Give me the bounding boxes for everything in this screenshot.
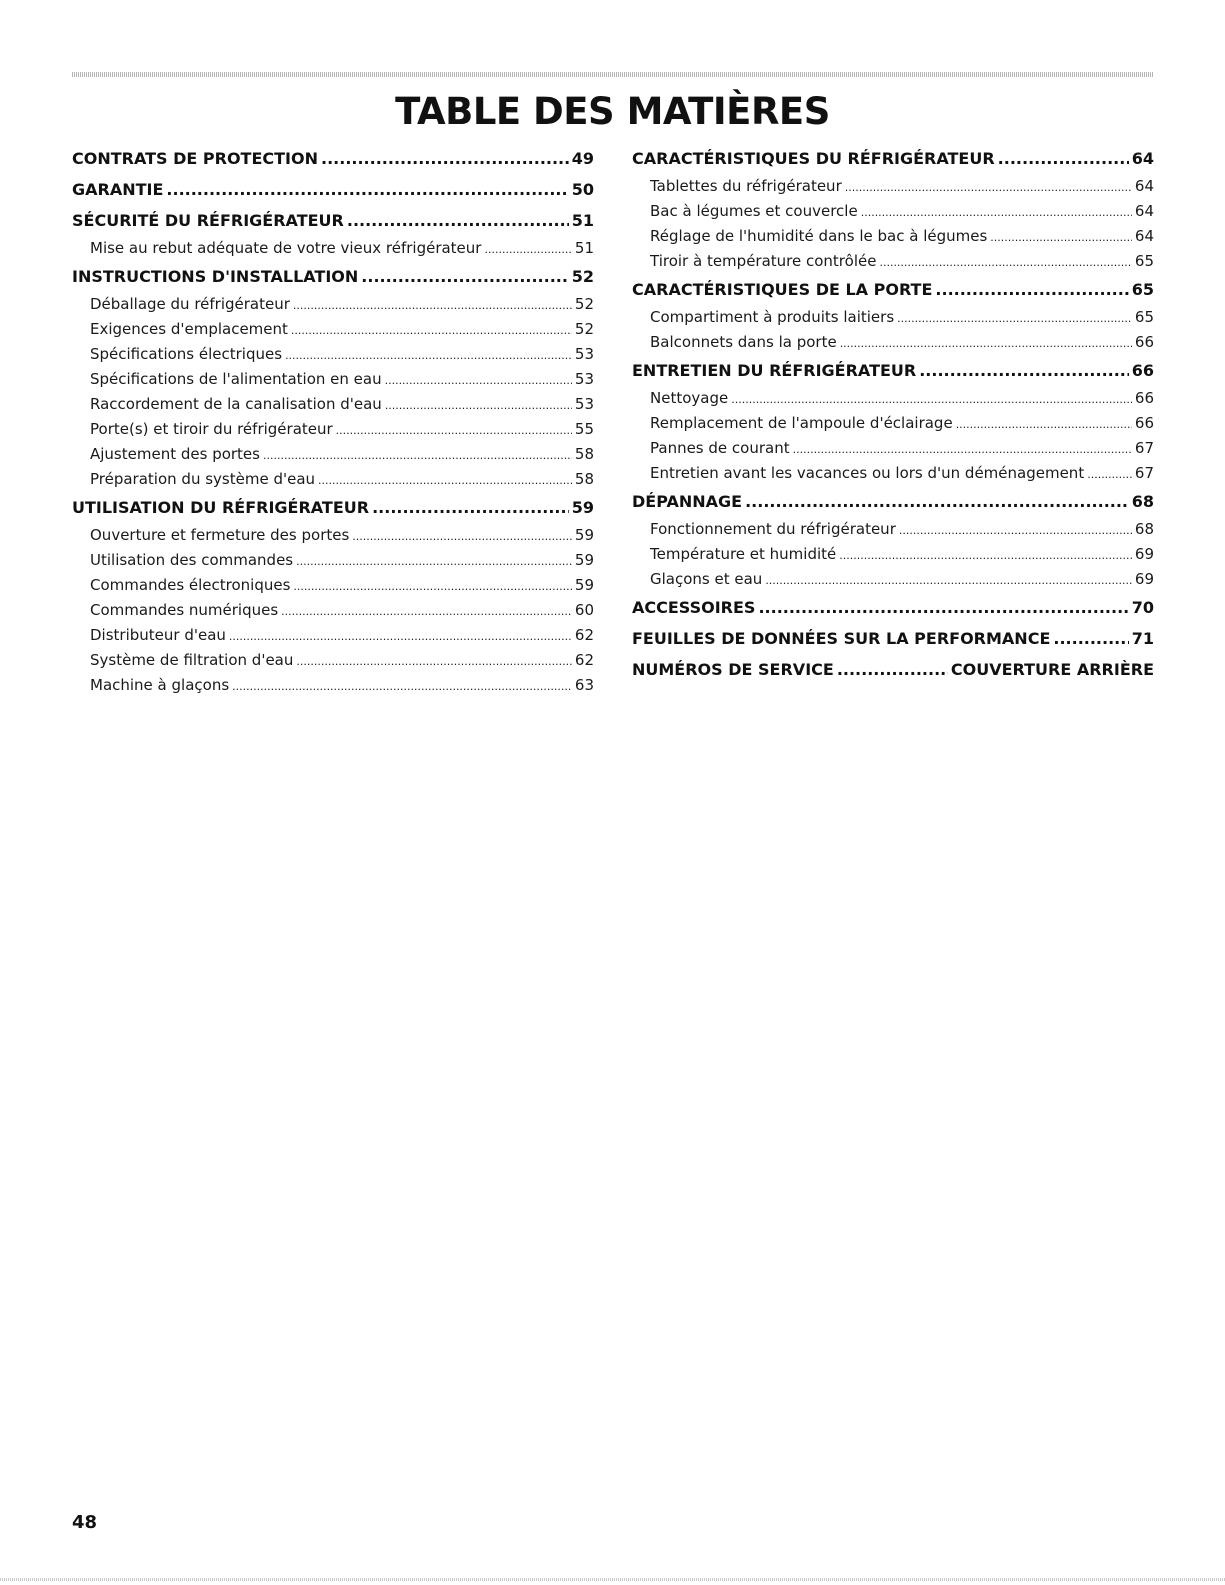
toc-subsection-entry: [632, 542, 1154, 567]
toc-section-entry: [72, 174, 594, 205]
toc-subsection-entry: [72, 342, 594, 367]
toc-entry-label: Raccordement de la canalisation d'eau: [90, 395, 382, 413]
toc-left-column: [72, 143, 594, 698]
toc-subsection-entry: [72, 548, 594, 573]
toc-subsection-entry: [72, 292, 594, 317]
toc-entry-page: COUVERTURE ARRIÈRE: [950, 660, 1154, 679]
toc-entry-page: 58: [574, 445, 594, 463]
dot-leader: [793, 436, 1132, 461]
toc-entry-label: SÉCURITÉ DU RÉFRIGÉRATEUR: [72, 211, 344, 230]
toc-entry-page: 50: [571, 180, 594, 199]
toc-entry-label: Mise au rebut adéquate de votre vieux réfrigérateur: [90, 239, 482, 257]
toc-entry-label: Spécifications électriques: [90, 345, 283, 363]
toc-entry-page: 53: [574, 395, 594, 413]
page-title: TABLE DES MATIÈRES: [395, 90, 830, 133]
toc-entry-label: GARANTIE: [72, 180, 164, 199]
dot-leader: [347, 205, 569, 236]
toc-subsection-entry: [632, 436, 1154, 461]
dot-leader: [897, 305, 1132, 330]
toc-subsection-entry: [72, 673, 594, 698]
toc-entry-page: 53: [574, 345, 594, 363]
toc-entry-page: 59: [574, 576, 594, 594]
dot-leader: [837, 654, 948, 685]
dot-leader: [229, 623, 572, 648]
dot-leader: [293, 292, 572, 317]
toc-subsection-entry: [72, 442, 594, 467]
toc-entry-label: Exigences d'emplacement: [90, 320, 288, 338]
dot-leader: [336, 417, 572, 442]
toc-subsection-entry: [72, 573, 594, 598]
toc-subsection-entry: [632, 411, 1154, 436]
dot-leader: [352, 523, 572, 548]
dot-leader: [935, 274, 1128, 305]
toc-entry-label: INSTRUCTIONS D'INSTALLATION: [72, 267, 359, 286]
toc-section-entry: [632, 355, 1154, 386]
toc-subsection-entry: [632, 330, 1154, 355]
toc-entry-page: 59: [574, 526, 594, 544]
toc-entry-page: 51: [574, 239, 594, 257]
dot-leader: [166, 174, 568, 205]
dot-leader: [281, 598, 572, 623]
dot-leader: [765, 567, 1132, 592]
toc-subsection-entry: [632, 461, 1154, 486]
toc-entry-page: 51: [571, 211, 594, 230]
toc-section-entry: [72, 492, 594, 523]
toc-entry-label: Entretien avant les vacances ou lors d'un déménagement: [650, 464, 1085, 482]
toc-entry-label: Tablettes du réfrigérateur: [650, 177, 842, 195]
toc-section-entry: [72, 205, 594, 236]
dot-leader: [296, 548, 572, 573]
toc-subsection-entry: [72, 417, 594, 442]
toc-entry-label: DÉPANNAGE: [632, 492, 743, 511]
dot-leader: [372, 492, 569, 523]
toc-entry-page: 52: [571, 267, 594, 286]
toc-entry-page: 69: [1134, 545, 1154, 563]
toc-entry-label: Commandes électroniques: [90, 576, 291, 594]
toc-entry-page: 59: [571, 498, 594, 517]
dot-leader: [484, 236, 571, 261]
bottom-decorative-rule: [0, 1578, 1225, 1581]
dot-leader: [285, 342, 572, 367]
toc-entry-label: Tiroir à température contrôlée: [650, 252, 877, 270]
toc-entry-page: 62: [574, 651, 594, 669]
toc-subsection-entry: [72, 236, 594, 261]
dot-leader: [899, 517, 1132, 542]
dot-leader: [879, 249, 1131, 274]
dot-leader: [385, 392, 572, 417]
toc-entry-page: 66: [1131, 361, 1154, 380]
dot-leader: [956, 411, 1132, 436]
dot-leader: [296, 648, 572, 673]
top-decorative-rule: [72, 72, 1154, 77]
toc-entry-page: 67: [1134, 464, 1154, 482]
toc-entry-label: Préparation du système d'eau: [90, 470, 316, 488]
toc-subsection-entry: [632, 386, 1154, 411]
dot-leader: [361, 261, 568, 292]
toc-entry-page: 53: [574, 370, 594, 388]
toc-entry-label: CARACTÉRISTIQUES DE LA PORTE: [632, 280, 933, 299]
toc-subsection-entry: [72, 392, 594, 417]
toc-subsection-entry: [632, 517, 1154, 542]
toc-entry-label: Commandes numériques: [90, 601, 279, 619]
dot-leader: [263, 442, 572, 467]
toc-section-entry: [632, 274, 1154, 305]
toc-subsection-entry: [632, 199, 1154, 224]
toc-entry-page: 65: [1134, 308, 1154, 326]
toc-entry-page: 64: [1134, 177, 1154, 195]
toc-section-entry: [632, 654, 1154, 685]
toc-entry-label: Balconnets dans la porte: [650, 333, 837, 351]
toc-entry-page: 60: [574, 601, 594, 619]
toc-entry-page: 59: [574, 551, 594, 569]
toc-entry-page: 66: [1134, 333, 1154, 351]
toc-entry-page: 52: [574, 295, 594, 313]
toc-subsection-entry: [72, 598, 594, 623]
dot-leader: [385, 367, 572, 392]
toc-entry-label: Pannes de courant: [650, 439, 790, 457]
toc-entry-page: 71: [1131, 629, 1154, 648]
toc-right-column: [632, 143, 1154, 685]
toc-entry-label: Compartiment à produits laitiers: [650, 308, 895, 326]
toc-entry-label: Système de filtration d'eau: [90, 651, 294, 669]
toc-entry-page: 58: [574, 470, 594, 488]
toc-subsection-entry: [632, 305, 1154, 330]
toc-entry-label: Nettoyage: [650, 389, 729, 407]
dot-leader: [990, 224, 1132, 249]
dot-leader: [731, 386, 1132, 411]
toc-entry-label: Spécifications de l'alimentation en eau: [90, 370, 382, 388]
toc-entry-page: 70: [1131, 598, 1154, 617]
toc-subsection-entry: [72, 623, 594, 648]
toc-subsection-entry: [632, 249, 1154, 274]
toc-entry-page: 69: [1134, 570, 1154, 588]
toc-entry-label: Température et humidité: [650, 545, 837, 563]
toc-subsection-entry: [632, 224, 1154, 249]
toc-entry-page: 55: [574, 420, 594, 438]
toc-subsection-entry: [72, 367, 594, 392]
toc-entry-page: 65: [1134, 252, 1154, 270]
toc-entry-label: Réglage de l'humidité dans le bac à légumes: [650, 227, 988, 245]
toc-subsection-entry: [632, 567, 1154, 592]
toc-entry-label: Glaçons et eau: [650, 570, 763, 588]
toc-entry-label: Bac à légumes et couvercle: [650, 202, 858, 220]
toc-section-entry: [632, 143, 1154, 174]
dot-leader: [293, 573, 571, 598]
toc-entry-label: Ajustement des portes: [90, 445, 260, 463]
toc-entry-page: 49: [571, 149, 594, 168]
toc-entry-label: FEUILLES DE DONNÉES SUR LA PERFORMANCE: [632, 629, 1051, 648]
dot-leader: [318, 467, 572, 492]
toc-entry-label: UTILISATION DU RÉFRIGÉRATEUR: [72, 498, 370, 517]
dot-leader: [232, 673, 572, 698]
toc-entry-page: 52: [574, 320, 594, 338]
toc-entry-page: 67: [1134, 439, 1154, 457]
dot-leader: [840, 330, 1132, 355]
toc-entry-label: NUMÉROS DE SERVICE: [632, 660, 834, 679]
toc-entry-label: CARACTÉRISTIQUES DU RÉFRIGÉRATEUR: [632, 149, 995, 168]
dot-leader: [998, 143, 1129, 174]
page-number: 48: [72, 1512, 98, 1533]
toc-entry-page: 63: [574, 676, 594, 694]
toc-entry-page: 68: [1134, 520, 1154, 538]
toc-entry-label: ACCESSOIRES: [632, 598, 756, 617]
toc-subsection-entry: [632, 174, 1154, 199]
dot-leader: [839, 542, 1132, 567]
toc-section-entry: [632, 486, 1154, 517]
toc-subsection-entry: [72, 467, 594, 492]
toc-entry-page: 68: [1131, 492, 1154, 511]
dot-leader: [745, 486, 1129, 517]
dot-leader: [321, 143, 569, 174]
toc-entry-label: Distributeur d'eau: [90, 626, 226, 644]
toc-section-entry: [632, 592, 1154, 623]
toc-entry-label: ENTRETIEN DU RÉFRIGÉRATEUR: [632, 361, 917, 380]
toc-entry-label: Remplacement de l'ampoule d'éclairage: [650, 414, 953, 432]
dot-leader: [1053, 623, 1128, 654]
dot-leader: [861, 199, 1132, 224]
toc-entry-label: Porte(s) et tiroir du réfrigérateur: [90, 420, 333, 438]
toc-entry-page: 65: [1131, 280, 1154, 299]
toc-entry-label: Déballage du réfrigérateur: [90, 295, 290, 313]
toc-subsection-entry: [72, 523, 594, 548]
dot-leader: [758, 592, 1128, 623]
toc-entry-page: 66: [1134, 414, 1154, 432]
toc-section-entry: [72, 143, 594, 174]
toc-entry-label: Ouverture et fermeture des portes: [90, 526, 350, 544]
toc-entry-label: Fonctionnement du réfrigérateur: [650, 520, 896, 538]
toc-subsection-entry: [72, 648, 594, 673]
dot-leader: [845, 174, 1132, 199]
dot-leader: [1087, 461, 1132, 486]
toc-entry-page: 62: [574, 626, 594, 644]
toc-entry-label: Machine à glaçons: [90, 676, 230, 694]
toc-entry-page: 64: [1134, 202, 1154, 220]
toc-entry-page: 66: [1134, 389, 1154, 407]
toc-entry-page: 64: [1134, 227, 1154, 245]
dot-leader: [919, 355, 1129, 386]
toc-entry-label: CONTRATS DE PROTECTION: [72, 149, 318, 168]
dot-leader: [291, 317, 572, 342]
toc-entry-label: Utilisation des commandes: [90, 551, 294, 569]
toc-entry-page: 64: [1131, 149, 1154, 168]
toc-section-entry: [72, 261, 594, 292]
toc-subsection-entry: [72, 317, 594, 342]
toc-section-entry: [632, 623, 1154, 654]
